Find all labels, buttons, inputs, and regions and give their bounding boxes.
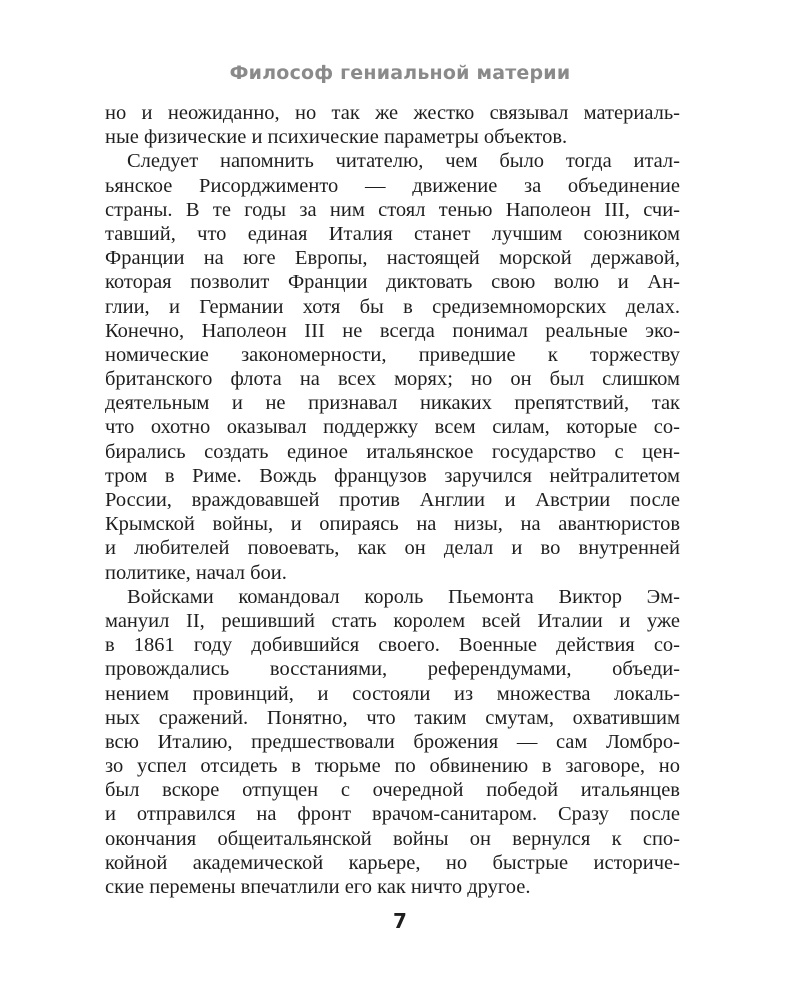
text-line: нением провинций, и состояли из множества локаль- — [105, 682, 680, 705]
text-line: Следует напомнить читателю, чем было тогда итал- — [127, 150, 680, 173]
text-line: тром в Риме. Вождь французов заручился нейтралитетом — [105, 464, 680, 487]
text-line: ных сражений. Понятно, что таким смутам, охватившим — [105, 706, 680, 729]
text-line: окончания общеитальянской войны он вернулся к спо- — [105, 827, 680, 850]
paragraph — [105, 149, 680, 584]
text-line: ские перемены впечатлили его как ничто другое. — [105, 876, 531, 898]
text-line: Франции на юге Европы, настоящей морской державой, — [105, 247, 680, 270]
text-line: деятельным и не признавал никаких препятствий, так — [105, 392, 680, 415]
paragraph — [105, 585, 680, 899]
text-line: что охотно оказывал поддержку всем силам, которые со- — [105, 416, 680, 439]
text-line: России, враждовавшей против Англии и Австрии после — [105, 489, 680, 511]
text-line: ные физические и психические параметры объектов. — [105, 126, 568, 149]
text-line: Конечно, Наполеон III не всегда понимал реальные эко- — [105, 319, 680, 342]
text-line: бирались создать единое итальянское государство с цен- — [105, 440, 680, 463]
running-head-title: Философ гениальной материи — [229, 62, 571, 84]
text-line: Войсками командовал король Пьемонта Виктор Эм- — [127, 585, 680, 608]
text-line: провождались восстаниями, референдумами, объеди- — [105, 658, 680, 681]
paragraph — [105, 101, 680, 149]
text-line: и отправился на фронт врачом-санитаром. Сразу после — [105, 803, 680, 826]
text-line: британского флота на всех морях; но он был слишком — [105, 368, 680, 391]
text-line: был вскоре отпущен с очередной победой итальянцев — [105, 779, 680, 802]
text-line: которая позволит Франции диктовать свою волю и Ан- — [105, 271, 680, 294]
text-line: Крымской войны, и опираясь на низы, на авантюристов — [105, 513, 680, 536]
text-line: мануил II, решивший стать королем всей Италии и уже — [105, 609, 680, 632]
text-line: и любителей повоевать, как он делал и во внутренней — [105, 537, 680, 560]
text-line: номические закономерности, приведшие к торжеству — [105, 343, 680, 366]
text-line: страны. В те годы за ним стоял тенью Наполеон III, счи- — [105, 198, 680, 221]
text-line: всю Италию, предшествовали брожения — сам Ломбро- — [105, 730, 680, 753]
text-line: койной академической карьере, но быстрые историче- — [105, 851, 680, 874]
page-number: 7 — [393, 909, 407, 933]
body-text — [105, 101, 680, 899]
text-line: глии, и Германии хотя бы в средиземноморских делах. — [105, 295, 680, 318]
text-line: ьянское Рисорджименто — движение за объединение — [105, 174, 680, 197]
text-line: в 1861 году добившийся своего. Военные действия со- — [105, 634, 680, 657]
text-line: но и неожиданно, но так же жестко связывал материаль- — [105, 102, 680, 124]
text-line: тавший, что единая Италия станет лучшим союзником — [105, 222, 680, 245]
text-line: зо успел отсидеть в тюрьме по обвинению в заговоре, но — [105, 755, 680, 778]
text-line: политике, начал бои. — [105, 561, 287, 584]
